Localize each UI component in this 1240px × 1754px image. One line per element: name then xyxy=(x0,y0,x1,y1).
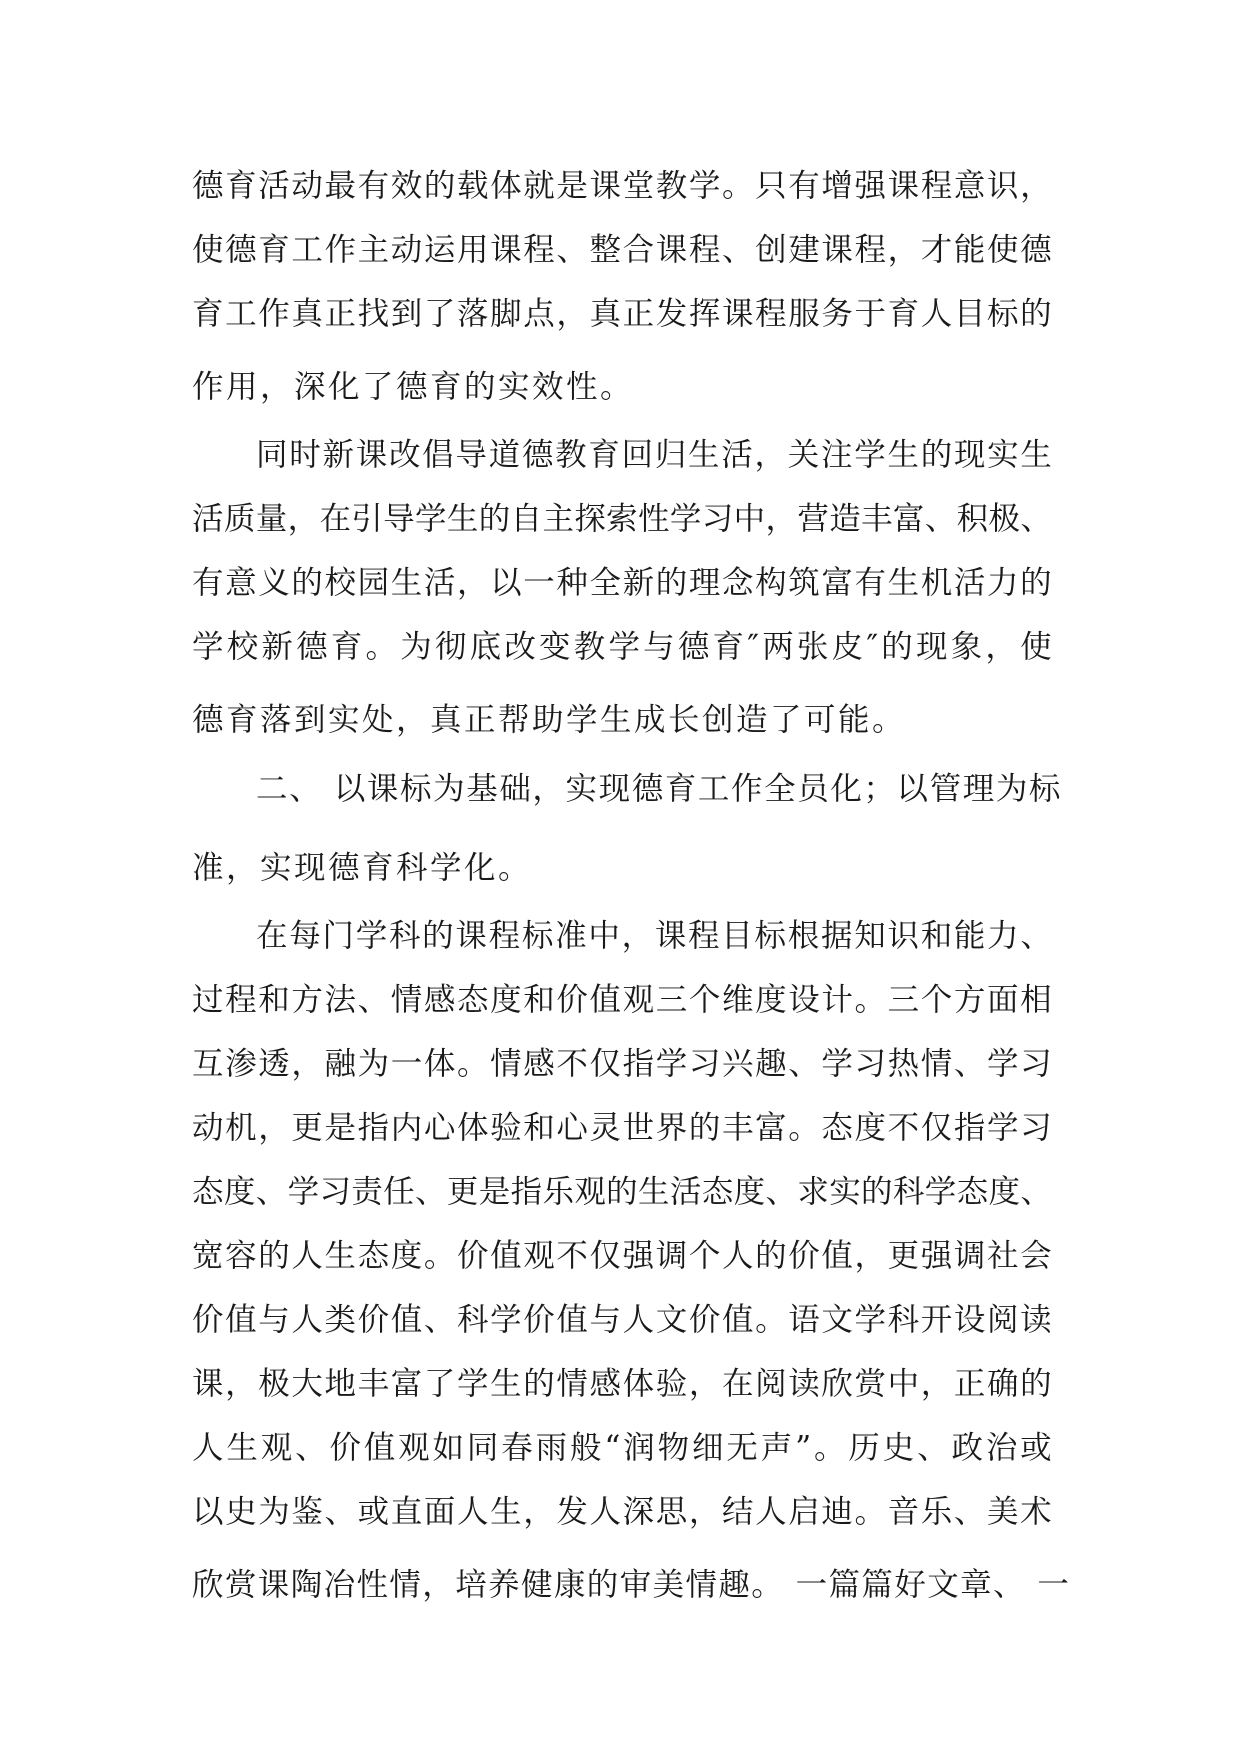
text-line: 在 每 门 学 科 的 课 程 标 准 中 ， 课 程 目 标 根 据 知 识 和 能 力 、 xyxy=(256,918,1052,954)
text-line: 宽 容 的 人 生 态 度 。 价 值 观 不 仅 强 调 个 人 的 价 值 ， 更 强 调 社 会 xyxy=(192,1238,1052,1274)
text-line: 欣赏课陶冶性情，培养健康的审美情趣。 一篇篇好文章、 一 xyxy=(192,1567,1071,1603)
text-line: 作用，深化了德育的实效性。 xyxy=(192,369,635,405)
text-line: 学 校 新 德 育 。 为 彻 底 改 变 教 学 与 德 育 ″ 两 张 皮 ″ 的 现 象 ， 使 xyxy=(192,629,1052,665)
text-line: 互 渗 透 ， 融 为 一 体 。 情 感 不 仅 指 学 习 兴 趣 、 学 习 热 情 、 学 习 xyxy=(192,1046,1052,1082)
text-line: 同 时 新 课 改 倡 导 道 德 教 育 回 归 生 活 ， 关 注 学 生 的 现 实 生 xyxy=(256,437,1052,473)
text-line: 使 德 育 工 作 主 动 运 用 课 程 、 整 合 课 程 、 创 建 课 程 ， 才 能 使 德 xyxy=(192,232,1052,268)
text-line: 活 质 量 ， 在 引 导 学 生 的 自 主 探 索 性 学 习 中 ， 营 造 丰 富 、 积 极 、 xyxy=(192,501,1052,537)
text-line: 有 意 义 的 校 园 生 活 ， 以 一 种 全 新 的 理 念 构 筑 富 有 生 机 活 力 的 xyxy=(192,565,1052,601)
text-line: 人 生 观 、 价 值 观 如 同 春 雨 般 “ 润 物 细 无 声 ” 。 历 史 、 政 治 或 xyxy=(192,1430,1052,1466)
text-line: 育 工 作 真 正 找 到 了 落 脚 点 ， 真 正 发 挥 课 程 服 务 于 育 人 目 标 的 xyxy=(192,296,1052,332)
text-line: 动 机 ， 更 是 指 内 心 体 验 和 心 灵 世 界 的 丰 富 。 态 度 不 仅 指 学 习 xyxy=(192,1110,1052,1146)
text-line: 德 育 活 动 最 有 效 的 载 体 就 是 课 堂 教 学 。 只 有 增 强 课 程 意 识 ， xyxy=(192,168,1052,204)
section-heading: 准，实现德育科学化。 xyxy=(192,850,533,886)
section-heading: 二、 以课标为基础，实现德育工作全员化；以管理为标 xyxy=(256,771,1063,807)
text-line: 课 ， 极 大 地 丰 富 了 学 生 的 情 感 体 验 ， 在 阅 读 欣 赏 中 ， 正 确 的 xyxy=(192,1366,1052,1402)
text-line: 过 程 和 方 法 、 情 感 态 度 和 价 值 观 三 个 维 度 设 计 。 三 个 方 面 相 xyxy=(192,982,1052,1018)
text-line: 以 史 为 鉴 、 或 直 面 人 生 ， 发 人 深 思 ， 结 人 启 迪 。 音 乐 、 美 术 xyxy=(192,1494,1052,1530)
text-line: 价 值 与 人 类 价 值 、 科 学 价 值 与 人 文 价 值 。 语 文 学 科 开 设 阅 读 xyxy=(192,1302,1052,1338)
text-line: 态 度 、 学 习 责 任 、 更 是 指 乐 观 的 生 活 态 度 、 求 实 的 科 学 态 度 、 xyxy=(192,1174,1052,1210)
text-line: 德育落到实处，真正帮助学生成长创造了可能。 xyxy=(192,702,907,738)
